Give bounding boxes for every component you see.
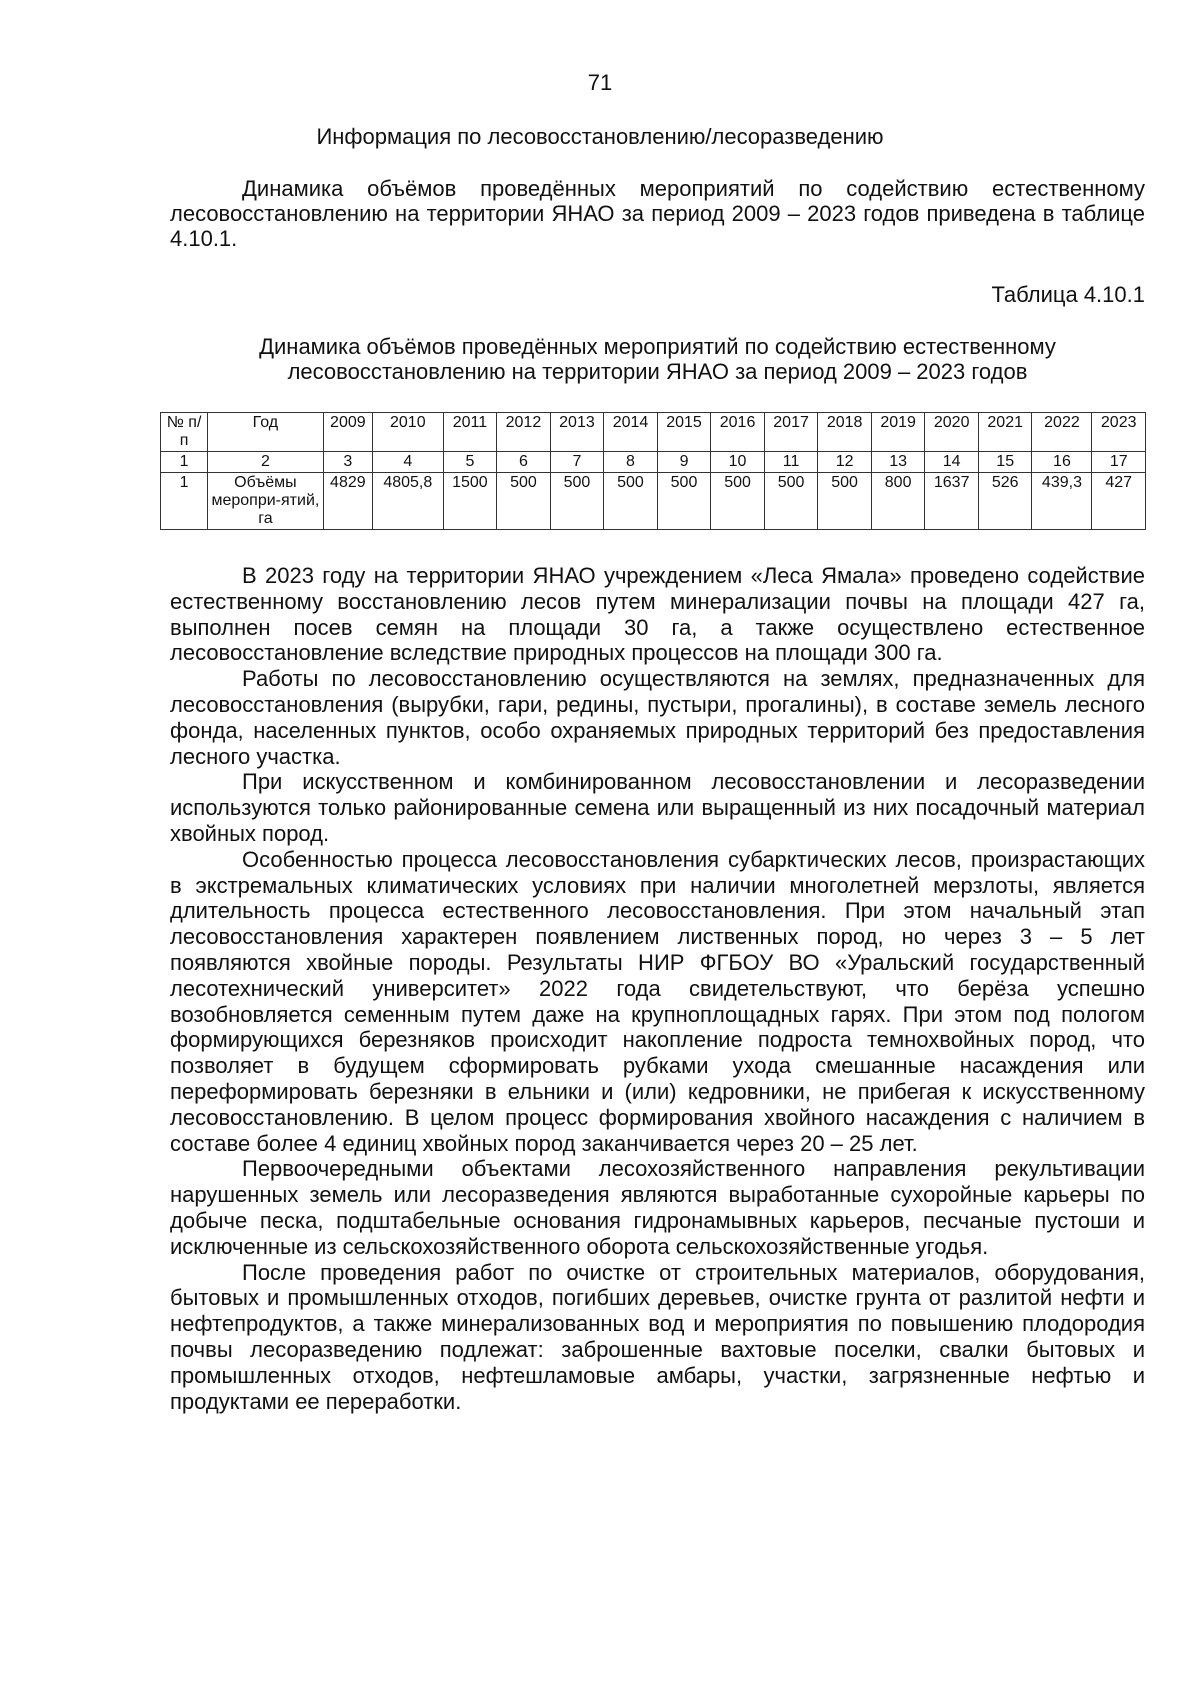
table-cell: 427 xyxy=(1092,473,1146,530)
table-cell: 14 xyxy=(925,452,979,473)
table-cell: 1 xyxy=(161,473,208,530)
section-heading: Информация по лесовосстановлению/лесоразведению xyxy=(316,124,884,149)
table-cell: 500 xyxy=(604,473,658,530)
table-cell: 2022 xyxy=(1032,413,1092,452)
table-cell: 9 xyxy=(657,452,711,473)
table-cell: 2019 xyxy=(871,413,925,452)
table-cell: 2023 xyxy=(1092,413,1146,452)
table-cell: 500 xyxy=(497,473,551,530)
table-cell: 500 xyxy=(550,473,604,530)
table-cell: 1 xyxy=(161,452,208,473)
table-header-row xyxy=(161,413,1146,452)
table-cell: 8 xyxy=(604,452,658,473)
table-cell: 2020 xyxy=(925,413,979,452)
table-cell: 439,3 xyxy=(1032,473,1092,530)
table-cell: 2011 xyxy=(443,413,497,452)
table-cell: 500 xyxy=(657,473,711,530)
table-cell: 2013 xyxy=(550,413,604,452)
table-cell: 5 xyxy=(443,452,497,473)
table-cell: 17 xyxy=(1092,452,1146,473)
table-cell: 800 xyxy=(871,473,925,530)
table-cell: 1500 xyxy=(443,473,497,530)
paragraph: В 2023 году на территории ЯНАО учреждением «Леса Ямала» проведено содействие естественному восстановлению лесов путем минерализации почвы на площади 427 га, выполнен посев семян на площади 30 га, а также осуществлено естественное лесовосстановление вследствие природных процессов на площади 300 га. xyxy=(170,563,1145,666)
table-numbering-row xyxy=(161,452,1146,473)
table-cell: 4 xyxy=(372,452,443,473)
table-cell: 4805,8 xyxy=(372,473,443,530)
paragraph: Особенностью процесса лесовосстановления субарктических лесов, произрастающих в экстремальных климатических условиях при наличии многолетней мерзлоты, является длительность процесса естественного лесовосстановления. При этом начальный этап лесовосстановления характерен появлением лиственных пород, но через 3 – 5 лет появляются хвойные породы. Результаты НИР ФГБОУ ВО «Уральский государственный лесотехнический университет» 2022 года свидетельствуют, что берёза успешно возобновляется семенным путем даже на крупноплощадных гарях. При этом под пологом формирующихся березняков происходит накопление подроста темнохвойных пород, что позволяет в будущем сформировать рубками ухода смешанные насаждения или переформировать березняки в ельники и (или) кедровники, не прибегая к искусственному лесовосстановлению. В целом процесс формирования хвойного насаждения с наличием в составе более 4 единиц хвойных пород заканчивается через 20 – 25 лет. xyxy=(170,846,1145,1156)
table-caption-line: Динамика объёмов проведённых мероприятий по содействию естественному xyxy=(259,334,1056,359)
table-caption-line: лесовосстановлению на территории ЯНАО за период 2009 – 2023 годов xyxy=(287,359,1028,384)
table-row xyxy=(161,473,1146,530)
table-cell: 4829 xyxy=(323,473,372,530)
table-cell: Объёмы меропри-ятий, га xyxy=(208,473,324,530)
table-cell: 500 xyxy=(818,473,872,530)
table-cell: 10 xyxy=(711,452,765,473)
table-cell: 2014 xyxy=(604,413,658,452)
table-cell: 13 xyxy=(871,452,925,473)
table-cell: 12 xyxy=(818,452,872,473)
page-number: 71 xyxy=(587,70,613,95)
table-cell: 500 xyxy=(711,473,765,530)
table-cell: 2016 xyxy=(711,413,765,452)
table-cell: 526 xyxy=(978,473,1032,530)
table-cell: 3 xyxy=(323,452,372,473)
table-cell: 7 xyxy=(550,452,604,473)
paragraph: При искусственном и комбинированном лесовосстановлении и лесоразведении используются только районированные семена или выращенный из них посадочный материал хвойных пород. xyxy=(170,769,1145,846)
table-cell: 16 xyxy=(1032,452,1092,473)
table-cell: № п/п xyxy=(161,413,208,452)
table-caption xyxy=(170,334,1145,384)
table-cell: 2009 xyxy=(323,413,372,452)
table-cell: 2 xyxy=(208,452,324,473)
table-cell: 500 xyxy=(764,473,818,530)
paragraph: После проведения работ по очистке от строительных материалов, оборудования, бытовых и промышленных отходов, погибших деревьев, очистке грунта от разлитой нефти и нефтепродуктов, а также минерализованных вод и мероприятия по повышению плодородия почвы лесоразведению подлежат: заброшенные вахтовые поселки, свалки бытовых и промышленных отходов, нефтешламовые амбары, участки, загрязненные нефтью и продуктами ее переработки. xyxy=(170,1259,1145,1414)
table-cell: 2021 xyxy=(978,413,1032,452)
table-cell: Год xyxy=(208,413,324,452)
table-cell: 6 xyxy=(497,452,551,473)
table-cell: 2018 xyxy=(818,413,872,452)
table-cell: 2010 xyxy=(372,413,443,452)
table-cell: 15 xyxy=(978,452,1032,473)
body-text xyxy=(170,563,1145,1414)
paragraph: Работы по лесовосстановлению осуществляются на землях, предназначенных для лесовосстановления (вырубки, гари, редины, пустыри, прогалины), в составе земель лесного фонда, населенных пунктов, особо охраняемых природных территорий без предоставления лесного участка. xyxy=(170,666,1145,769)
table-label: Таблица 4.10.1 xyxy=(991,282,1145,307)
table-cell: 2015 xyxy=(657,413,711,452)
table-cell: 2012 xyxy=(497,413,551,452)
data-table xyxy=(160,412,1146,530)
table-cell: 1637 xyxy=(925,473,979,530)
intro-paragraph: Динамика объёмов проведённых мероприятий по содействию естественному лесовосстановлению на территории ЯНАО за период 2009 – 2023 годов приведена в таблице 4.10.1. xyxy=(170,176,1145,251)
table-cell: 2017 xyxy=(764,413,818,452)
table-cell: 11 xyxy=(764,452,818,473)
paragraph: Первоочередными объектами лесохозяйственного направления рекультивации нарушенных земель или лесоразведения являются выработанные сухоройные карьеры по добыче песка, подштабельные основания гидронамывных карьеров, песчаные пустоши и исключенные из сельскохозяйственного оборота сельскохозяйственные угодья. xyxy=(170,1156,1145,1259)
